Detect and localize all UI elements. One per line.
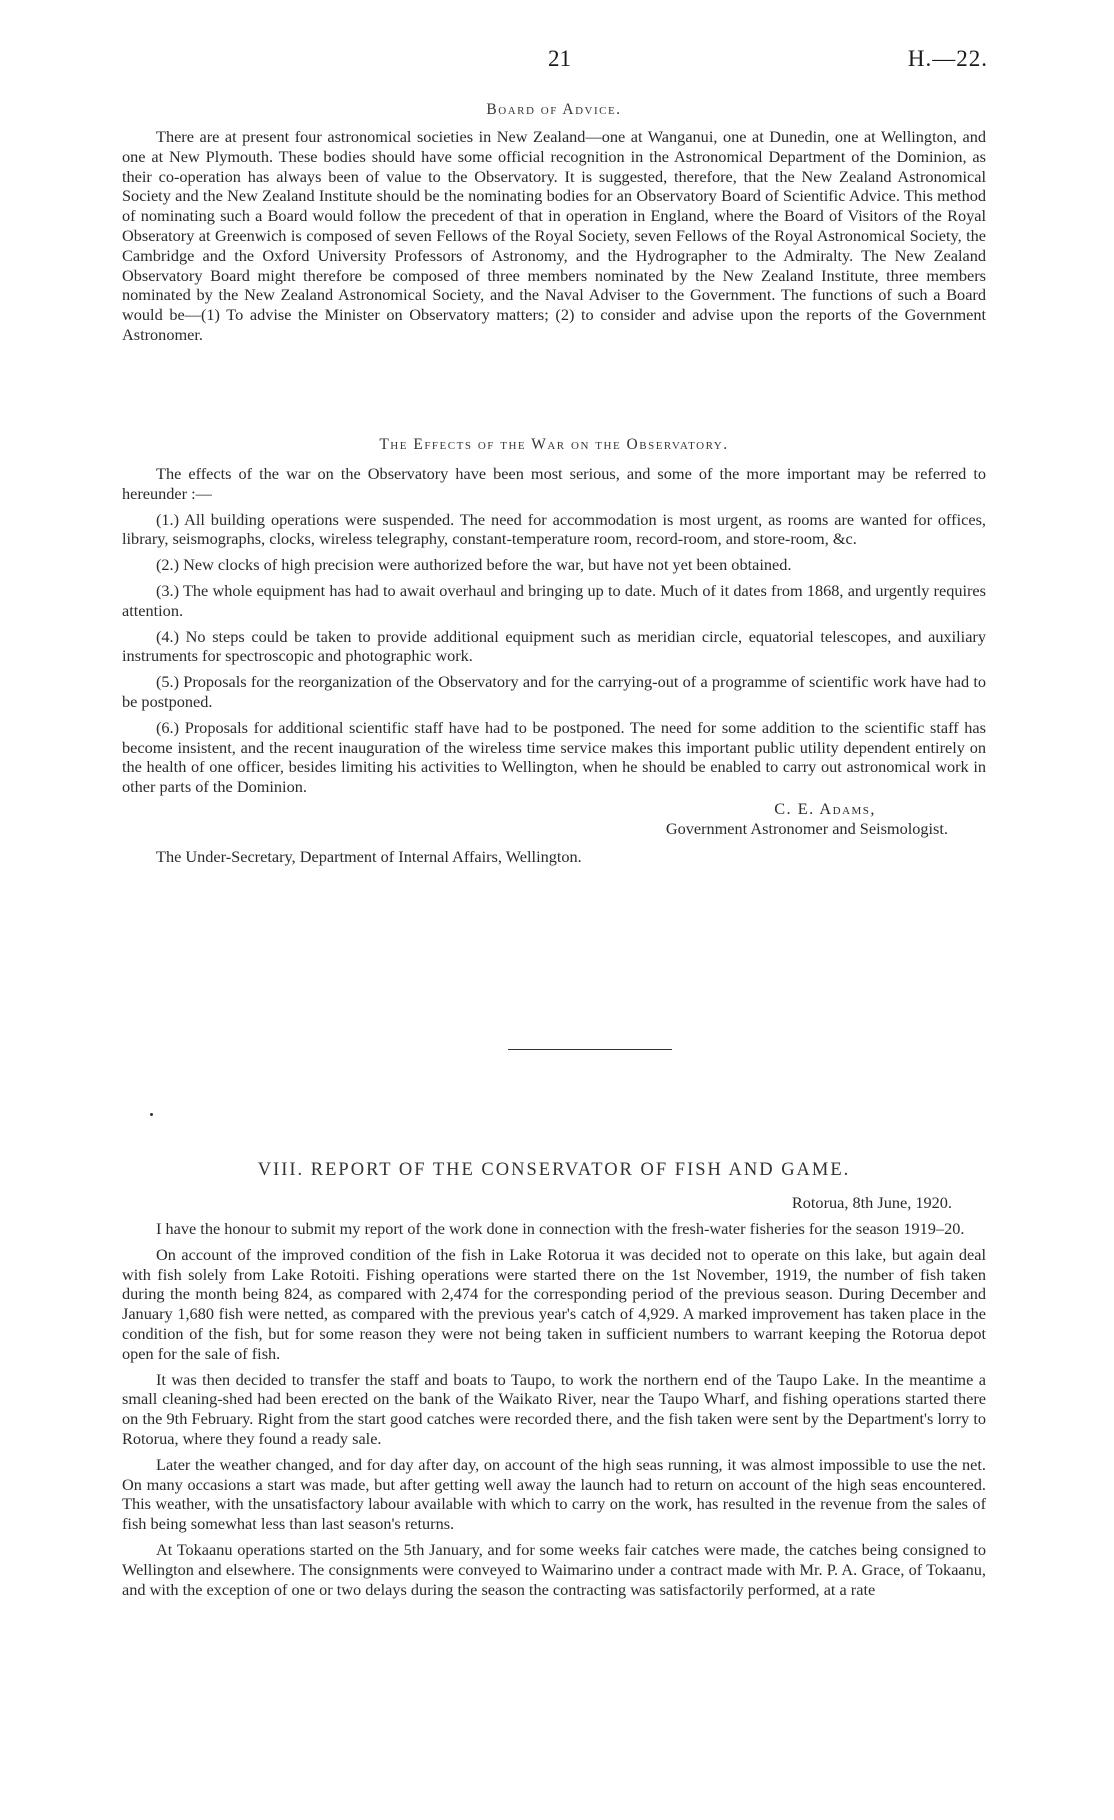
report-paragraph: Later the weather changed, and for day after day, on account of the high seas running, it was almost impossible to use the net. On many occasions a start was made, but after getting well away the launch had to return on account of the high seas encountered. This weather, with the unsatisfactory labour available with which to carry on the work, has resulted in the revenue from the sales of fish being somewhat less than last season's returns. — [122, 1454, 986, 1534]
section-heading-board: Board of Advice. — [486, 101, 622, 118]
signature-name: C. E. Adams, — [774, 798, 876, 818]
signature-title: Government Astronomer and Seismologist. — [665, 818, 948, 838]
report-dateline: Rotorua, 8th June, 1920. — [791, 1193, 952, 1212]
addressee-line: The Under-Secretary, Department of Internal Affairs, Wellington. — [156, 846, 582, 866]
report-paragraph: It was then decided to transfer the staff and boats to Taupo, to work the northern end of the Taupo Lake. In the meantime a small cleaning-shed had been erected on the bank of the Waikato River, near the Taupo Wharf, and fishing operations started there on the 9th February. Right from the start good catches were recorded there, and the fish taken were sent by the Department's lorry to Rotorua, where they found a ready sale. — [122, 1369, 986, 1448]
board-of-advice-section — [122, 101, 986, 345]
war-item: (6.) Proposals for additional scientific staff have had to be postponed. The need for some addition to the scientific staff has become insistent, and the recent inauguration of the wireless time service makes this important public utility dependent entirely on the health of one officer, besides limiting his activities to Wellington, when he should be enabled to carry out astronomical work in other parts of the Dominion. — [122, 717, 986, 797]
section-divider — [508, 1049, 672, 1050]
war-effects-section — [122, 436, 986, 867]
report-paragraph: I have the honour to submit my report of the work done in connection with the fresh-water fisheries for the season 1919–20. — [156, 1219, 965, 1238]
report-paragraph: On account of the improved condition of the fish in Lake Rotorua it was decided not to operate on this lake, but again deal with fish solely from Lake Rotoiti. Fishing operations were started there on the 1st November, 1919, the number of fish taken during the month being 824, as compared with 2,474 for the corresponding period of the previous season. During December and January 1,680 fish were netted, as compared with the previous year's catch of 4,929. A marked improvement has taken place in the condition of the fish, but for some reason they were not being taken in sufficient numbers to warrant keeping the Rotorua depot open for the sale of fish. — [122, 1244, 986, 1363]
war-item: (1.) All building operations were suspended. The need for accommodation is most urgent, as rooms are wanted for offices, library, seismographs, clocks, wireless telegraphy, constant-temperature room, record-room, and store-room, &c. — [122, 509, 986, 549]
report-paragraph: At Tokaanu operations started on the 5th January, and for some weeks fair catches were made, the catches being consigned to Wellington and elsewhere. The consignments were conveyed to Waimarino under a contract made with Mr. P. A. Grace, of Tokaanu, and with the exception of one or two delays during the season the contracting was satisfactorily performed, at a rate — [122, 1539, 986, 1599]
section-heading-war: The Effects of the War on the Observatory. — [379, 436, 729, 453]
page-number: 21 — [548, 46, 571, 71]
report-body — [122, 1219, 986, 1599]
report-title: VIII. REPORT OF THE CONSERVATOR OF FISH AND GAME. — [257, 1160, 851, 1180]
war-item: (2.) New clocks of high precision were authorized before the war, but have not yet been obtained. — [156, 555, 792, 575]
war-item: (3.) The whole equipment has had to await overhaul and bringing up to date. Much of it dates from 1868, and urgently requires attention. — [122, 580, 986, 620]
document-reference: H.—22. — [907, 46, 988, 71]
board-paragraph: There are at present four astronomical societies in New Zealand—one at Wanganui, one at Dunedin, one at Wellington, and one at New Plymouth. These bodies should have some official recognition in the Astronomical Department of the Dominion, as their co-operation has always been of value to the Observatory. It is suggested, therefore, that the New Zealand Astronomical Society and the New Zealand Institute should be the nominating bodies for an Observatory Board of Scientific Advice. This method of nominating such a Board would follow the precedent of that in operation in England, where the Board of Visitors of the Royal Obseratory at Greenwich is composed of seven Fellows of the Royal Society, seven Fellows of the Royal Astronomical Society, the Cambridge and the Oxford University Professors of Astronomy, and the Hydrographer to the Admiralty. The New Zealand Observatory Board might therefore be composed of three members nominated by the New Zealand Institute, three members nominated by the New Zealand Astronomical Society, and the Naval Adviser to the Government. The functions of such a Board would be—(1) To advise the Minister on Observatory matters; (2) to consider and advise upon the reports of the Government Astronomer. — [122, 127, 986, 344]
war-intro-paragraph: The effects of the war on the Observatory have been most serious, and some of the more important may be referred to hereunder :— — [122, 464, 986, 503]
stray-dot-mark — [150, 1113, 153, 1116]
war-item: (4.) No steps could be taken to provide additional equipment such as meridian circle, equatorial telescopes, and auxiliary instruments for spectroscopic and photographic work. — [122, 626, 986, 666]
war-item: (5.) Proposals for the reorganization of the Observatory and for the carrying-out of a programme of scientific work have had to be postponed. — [122, 672, 986, 711]
